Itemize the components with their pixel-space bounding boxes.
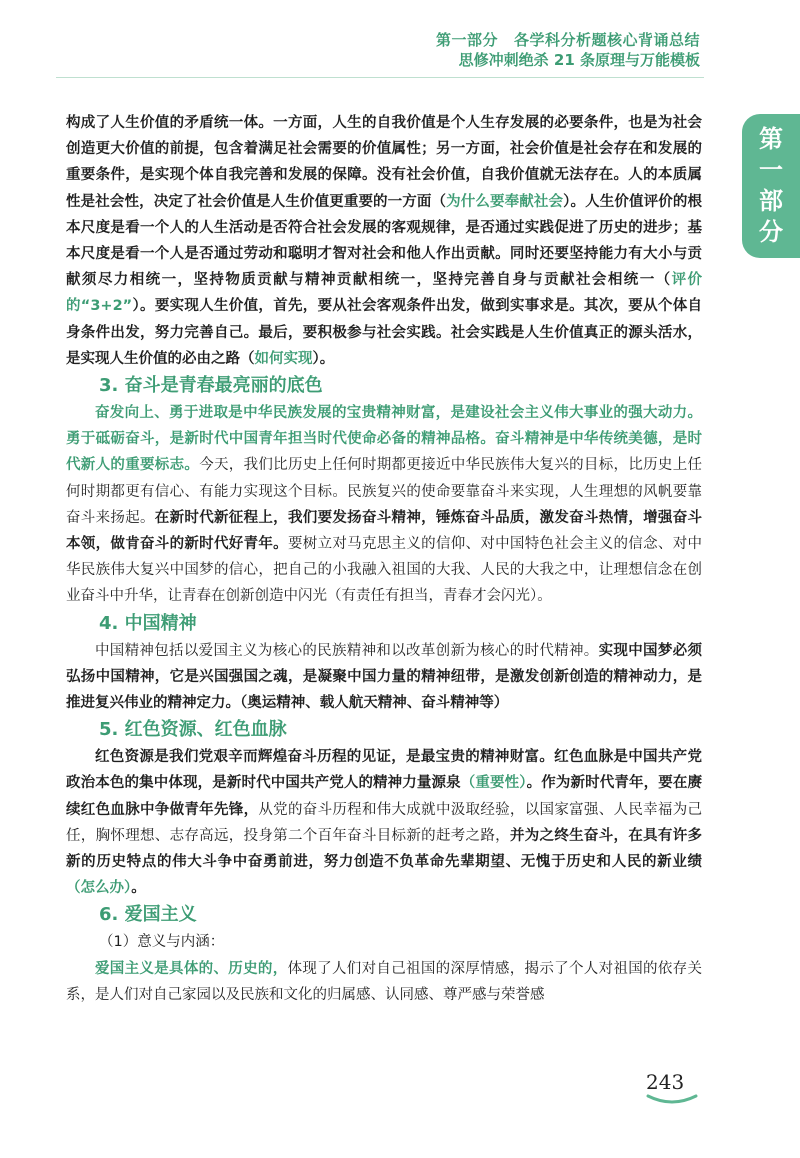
page-content <box>66 110 702 1008</box>
header-part-label: 第一部分 <box>435 31 498 49</box>
paragraph-patriotism: 爱国主义是具体的、历史的，体现了人们对自己祖国的深厚情感，揭示了个人对祖国的依存关系，是人们对自己家园以及民族和文化的归属感、认同感、尊严感与荣誉感 <box>66 960 702 1003</box>
subheading-meaning: （1）意义与内涵： <box>99 934 225 951</box>
running-header <box>436 30 700 70</box>
side-tab-char: 分 <box>759 218 783 246</box>
section-heading-5: 5. 红色资源、红色血脉 <box>99 719 287 741</box>
paragraph-chinese-spirit: 中国精神包括以爱国主义为核心的民族精神和以改革创新为核心的时代精神。实现中国梦必须弘扬中国精神，它是兴国强国之魂，是凝聚中国力量的精神纽带，是激发创新创造的精神动力，是推进复兴伟业的精神定力。（奥运精神、载人航天精神、奋斗精神等） <box>66 642 702 712</box>
section-heading-3: 3. 奋斗是青春最亮丽的底色 <box>99 375 323 397</box>
header-section-title: 各学科分析题核心背诵总结 <box>513 31 700 49</box>
section-heading-4: 4. 中国精神 <box>99 612 197 634</box>
annotation-note: 为什么要奉献社会 <box>446 193 564 210</box>
side-tab-char: 第 <box>759 125 783 153</box>
header-line-1 <box>436 30 700 50</box>
page-number-ornament <box>646 1093 698 1107</box>
paragraph-life-value: 构成了人生价值的矛盾统一体。一方面，人生的自我价值是个人生存发展的必要条件，也是为社会创造更大价值的前提，包含着满足社会需要的价值属性；另一方面，社会价值是社会存在和发展的重要条件，是实现个体自我完善和发展的保障。没有社会价值，自我价值就无法存在。人的本质属性是社会性，决定了社会价值是人生价值更重要的一方面（为什么要奉献社会）。人生价值评价的根本尺度是看一个人的人生活动是否符合社会发展的客观规律，是否通过实践促进了历史的进步；基本尺度是看一个人是否通过劳动和聪明才智对社会和他人作出贡献。同时还要坚持能力有大小与贡献须尽力相统一，坚持物质贡献与精神贡献相统一，坚持完善自身与贡献社会相统一（评价的“3+2”）。要实现人生价值，首先，要从社会客观条件出发，做到实事求是。其次，要从个体自身条件出发，努力完善自己。最后，要积极参与社会实践。社会实践是人生价值真正的源头活水，是实现人生价值的必由之路（如何实现）。 <box>66 115 703 367</box>
annotation-note: 评价的“3+2” <box>66 272 702 315</box>
header-line-2: 思修冲刺绝杀 21 条原理与万能模板 <box>458 51 700 69</box>
annotation-note: 如何实现 <box>254 350 313 367</box>
side-tab-part-one <box>742 114 800 258</box>
annotation-note: （怎么办） <box>66 880 132 897</box>
side-tab-char: 一 <box>759 156 783 184</box>
paragraph-struggle: 奋发向上、勇于进取是中华民族发展的宝贵精神财富，是建设社会主义伟大事业的强大动力。勇于砥砺奋斗，是新时代中国青年担当时代使命必备的精神品格。奋斗精神是中华传统美德，是时代新人的重要标志。今天，我们比历史上任何时期都更接近中华民族伟大复兴的目标，比历史上任何时期都更有信心、有能力实现这个目标。民族复兴的使命要靠奋斗来实现，人生理想的风帆要靠奋斗来扬起。在新时代新征程上，我们要发扬奋斗精神，锤炼奋斗品质，激发奋斗热情，增强奋斗本领，做肯奋斗的新时代好青年。要树立对马克思主义的信仰、对中国特色社会主义的信念、对中华民族伟大复兴中国梦的信心，把自己的小我融入祖国的大我、人民的大我之中，让理想信念在创业奋斗中升华，让青春在创新创造中闪光（有责任有担当，青春才会闪光）。 <box>66 405 703 605</box>
header-divider <box>56 77 704 78</box>
page-number: 243 <box>646 1070 685 1094</box>
section-heading-6: 6. 爱国主义 <box>99 904 197 926</box>
paragraph-red-resources: 红色资源是我们党艰辛而辉煌奋斗历程的见证，是最宝贵的精神财富。红色血脉是中国共产党政治本色的集中体现，是新时代中国共产党人的精神力量源泉（重要性）。作为新时代青年，要在赓续红色血脉中争做青年先锋，从党的奋斗历程和伟大成就中汲取经验，以国家富强、人民幸福为己任，胸怀理想、志存高远，投身第二个百年奋斗目标新的赶考之路，并为之终生奋斗，在具有许多新的历史特点的伟大斗争中奋勇前进，努力创造不负革命先辈期望、无愧于历史和人民的新业绩（怎么办）。 <box>66 749 703 897</box>
side-tab-char: 部 <box>759 187 783 215</box>
annotation-note: （重要性） <box>460 775 527 792</box>
